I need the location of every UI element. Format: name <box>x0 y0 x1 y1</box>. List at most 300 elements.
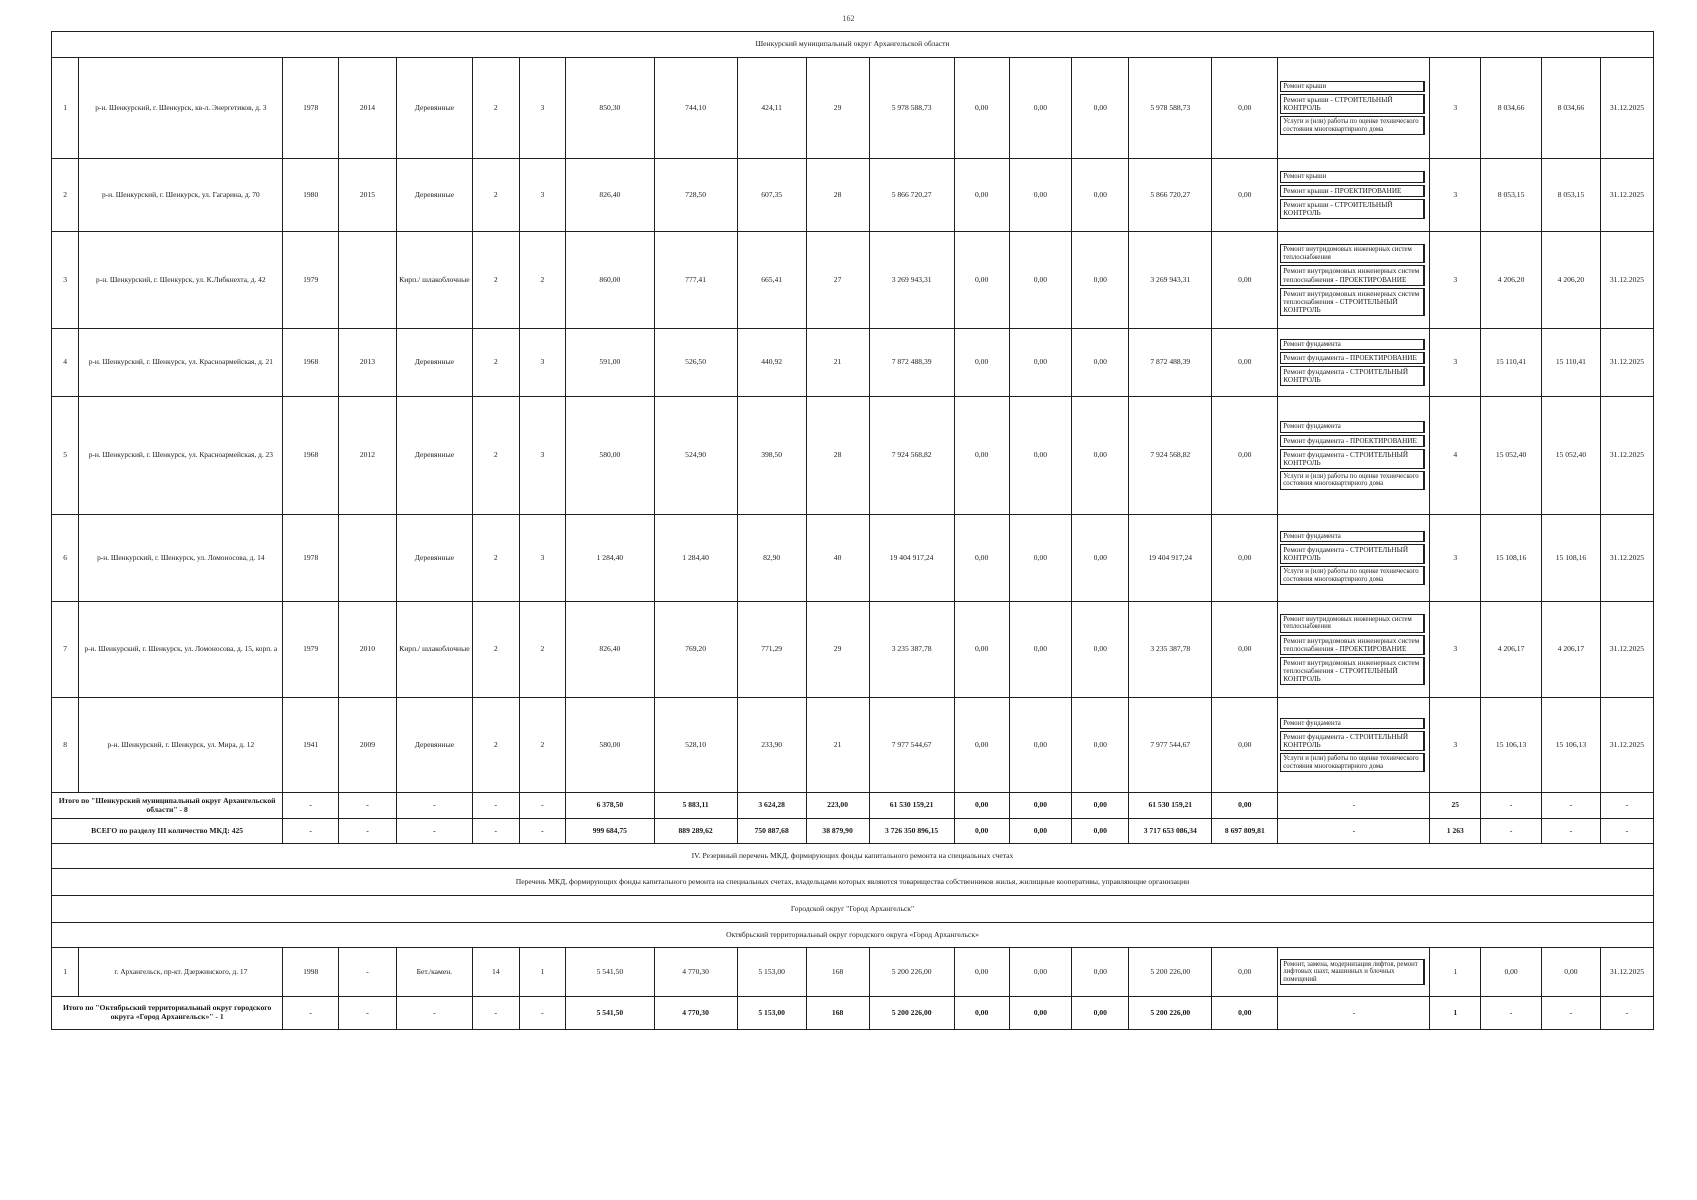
cell-people: 27 <box>806 232 869 329</box>
cell-count: 3 <box>1430 232 1481 329</box>
cell-area-total: 1 284,40 <box>566 515 654 602</box>
cell-people: 28 <box>806 159 869 232</box>
cell-floors: 14 <box>472 948 519 997</box>
cell-unit-cost: 15 108,16 <box>1481 515 1542 602</box>
works-cell <box>1278 397 1430 515</box>
cell-entrances: 2 <box>519 232 566 329</box>
total-cost-other: 0,00 <box>1212 997 1278 1030</box>
cell-deadline: 31.12.2025 <box>1600 58 1653 159</box>
cell-count: 1 <box>1430 948 1481 997</box>
total-cost-mun: 0,00 <box>1072 819 1129 844</box>
work-item: Ремонт фундамента - ПРОЕКТИРОВАНИЕ <box>1280 352 1425 364</box>
cell-area-total: 826,40 <box>566 602 654 698</box>
dash-cell: - <box>396 793 472 819</box>
cell-cost-total: 19 404 917,24 <box>869 515 954 602</box>
cell-floors: 2 <box>472 232 519 329</box>
cell-cost-total: 5 978 588,73 <box>869 58 954 159</box>
cell-area-res-own: 82,90 <box>737 515 806 602</box>
dash-cell: - <box>1278 997 1430 1030</box>
house-address: р-н. Шенкурский, г. Шенкурск, ул. Мира, д. 12 <box>79 698 283 793</box>
work-item: Ремонт внутридомовых инженерных систем теплоснабжения - ПРОЕКТИРОВАНИЕ <box>1280 635 1425 655</box>
grand-total-row <box>52 819 1654 844</box>
cell-cost-mun: 0,00 <box>1072 58 1129 159</box>
cell-entrances: 2 <box>519 698 566 793</box>
cell-unit-cost: 0,00 <box>1481 948 1542 997</box>
cell-unit-cost: 15 106,13 <box>1481 698 1542 793</box>
cell-year-built: 1998 <box>283 948 339 997</box>
house-address: р-н. Шенкурский, г. Шенкурск, кв-л. Энергетиков, д. 3 <box>79 58 283 159</box>
total-cost-reg: 0,00 <box>1009 997 1072 1030</box>
work-item: Ремонт крыши - СТРОИТЕЛЬНЫЙ КОНТРОЛЬ <box>1280 94 1425 114</box>
cell-cost-fed: 0,00 <box>954 397 1009 515</box>
cell-cost-total: 7 872 488,39 <box>869 329 954 397</box>
total-area-res-own: 3 624,28 <box>737 793 806 819</box>
cell-walls: Деревянные <box>396 58 472 159</box>
house-row <box>52 58 1654 159</box>
cell-area-res: 528,10 <box>654 698 737 793</box>
total-area-total: 6 378,50 <box>566 793 654 819</box>
cell-deadline: 31.12.2025 <box>1600 948 1653 997</box>
cell-cost-mun: 0,00 <box>1072 948 1129 997</box>
cell-area-total: 580,00 <box>566 397 654 515</box>
district-header-row <box>52 923 1654 948</box>
cell-people: 21 <box>806 329 869 397</box>
work-item: Ремонт фундамента <box>1280 421 1425 433</box>
house-address: р-н. Шенкурский, г. Шенкурск, ул. Красноармейская, д. 21 <box>79 329 283 397</box>
cell-year-built: 1978 <box>283 515 339 602</box>
dash-cell: - <box>1278 793 1430 819</box>
cell-cost-reg: 0,00 <box>1009 948 1072 997</box>
total-cost-fed: 0,00 <box>954 997 1009 1030</box>
total-area-res: 5 883,11 <box>654 793 737 819</box>
cell-walls: Деревянные <box>396 515 472 602</box>
cell-cost-reg: 0,00 <box>1009 602 1072 698</box>
work-item: Ремонт внутридомовых инженерных систем теплоснабжения <box>1280 244 1425 263</box>
work-item: Ремонт внутридомовых инженерных систем теплоснабжения <box>1280 614 1425 633</box>
house-address: р-н. Шенкурский, г. Шенкурск, ул. Ломоносова, д. 15, корп. а <box>79 602 283 698</box>
dash-cell: - <box>339 793 397 819</box>
cell-cost-owner: 3 269 943,31 <box>1129 232 1212 329</box>
cell-count: 3 <box>1430 329 1481 397</box>
cell-entrances: 3 <box>519 159 566 232</box>
cell-people: 29 <box>806 602 869 698</box>
total-area-res: 4 770,30 <box>654 997 737 1030</box>
total-label: Итого по "Шенкурский муниципальный округ Архангельской области" - 8 <box>52 793 283 819</box>
cell-year-built: 1979 <box>283 232 339 329</box>
cell-area-res: 4 770,30 <box>654 948 737 997</box>
total-cost-total: 5 200 226,00 <box>869 997 954 1030</box>
total-cost-fed: 0,00 <box>954 819 1009 844</box>
cell-unit-cost: 15 052,40 <box>1481 397 1542 515</box>
cell-walls: Деревянные <box>396 329 472 397</box>
cell-count: 3 <box>1430 159 1481 232</box>
cell-cost-other: 0,00 <box>1212 948 1278 997</box>
dash-cell: - <box>519 793 566 819</box>
dash-cell: - <box>1600 819 1653 844</box>
house-row <box>52 602 1654 698</box>
work-item: Ремонт фундамента - СТРОИТЕЛЬНЫЙ КОНТРОЛЬ <box>1280 366 1425 386</box>
work-item: Услуги и (или) работы по оценке технического состояния многоквартирного дома <box>1280 753 1425 772</box>
house-row <box>52 159 1654 232</box>
works-cell <box>1278 329 1430 397</box>
cell-walls: Деревянные <box>396 159 472 232</box>
cell-cost-reg: 0,00 <box>1009 515 1072 602</box>
cell-max-cost: 15 108,16 <box>1542 515 1601 602</box>
total-area-res: 889 289,62 <box>654 819 737 844</box>
cell-area-res-own: 607,35 <box>737 159 806 232</box>
cell-count: 4 <box>1430 397 1481 515</box>
cell-cost-fed: 0,00 <box>954 515 1009 602</box>
cell-deadline: 31.12.2025 <box>1600 515 1653 602</box>
works-cell <box>1278 602 1430 698</box>
cell-floors: 2 <box>472 329 519 397</box>
section-header-row <box>52 32 1654 58</box>
total-cost-other: 8 697 809,81 <box>1212 819 1278 844</box>
cell-max-cost: 8 053,15 <box>1542 159 1601 232</box>
cell-cost-fed: 0,00 <box>954 159 1009 232</box>
row-number: 2 <box>52 159 79 232</box>
row-number: 3 <box>52 232 79 329</box>
house-address: г. Архангельск, пр-кт. Дзержинского, д. 17 <box>79 948 283 997</box>
cell-people: 28 <box>806 397 869 515</box>
cell-area-total: 826,40 <box>566 159 654 232</box>
cell-max-cost: 8 034,66 <box>1542 58 1601 159</box>
section-iv-title-row <box>52 844 1654 869</box>
total-people: 223,00 <box>806 793 869 819</box>
cell-cost-other: 0,00 <box>1212 232 1278 329</box>
work-item: Ремонт фундамента - СТРОИТЕЛЬНЫЙ КОНТРОЛЬ <box>1280 731 1425 751</box>
total-cost-reg: 0,00 <box>1009 819 1072 844</box>
cell-unit-cost: 4 206,20 <box>1481 232 1542 329</box>
cell-people: 168 <box>806 948 869 997</box>
dash-cell: - <box>1600 793 1653 819</box>
cell-cost-mun: 0,00 <box>1072 397 1129 515</box>
cell-area-res: 769,20 <box>654 602 737 698</box>
dash-cell: - <box>472 793 519 819</box>
cell-cost-reg: 0,00 <box>1009 232 1072 329</box>
cell-cost-owner: 7 872 488,39 <box>1129 329 1212 397</box>
cell-people: 40 <box>806 515 869 602</box>
works-cell <box>1278 58 1430 159</box>
total-people: 38 879,90 <box>806 819 869 844</box>
cell-deadline: 31.12.2025 <box>1600 698 1653 793</box>
cell-floors: 2 <box>472 602 519 698</box>
dash-cell: - <box>472 819 519 844</box>
dash-cell: - <box>1481 793 1542 819</box>
cell-max-cost: 15 052,40 <box>1542 397 1601 515</box>
cell-deadline: 31.12.2025 <box>1600 397 1653 515</box>
work-item: Ремонт внутридомовых инженерных систем теплоснабжения - ПРОЕКТИРОВАНИЕ <box>1280 265 1425 285</box>
cell-year-built: 1968 <box>283 329 339 397</box>
house-row <box>52 232 1654 329</box>
cell-max-cost: 0,00 <box>1542 948 1601 997</box>
cell-cost-other: 0,00 <box>1212 329 1278 397</box>
total-cost-reg: 0,00 <box>1009 793 1072 819</box>
dash-cell: - <box>283 819 339 844</box>
cell-area-total: 5 541,50 <box>566 948 654 997</box>
cell-cost-total: 7 924 568,82 <box>869 397 954 515</box>
total-area-total: 999 684,75 <box>566 819 654 844</box>
subtotal-row <box>52 793 1654 819</box>
cell-area-res: 1 284,40 <box>654 515 737 602</box>
section-header: Шенкурский муниципальный округ Архангельской области <box>52 32 1654 58</box>
district-header: Октябрьский территориальный округ городского округа «Город Архангельск» <box>52 923 1654 948</box>
house-address: р-н. Шенкурский, г. Шенкурск, ул. Красноармейская, д. 23 <box>79 397 283 515</box>
cell-cost-owner: 7 977 544,67 <box>1129 698 1212 793</box>
cell-walls: Деревянные <box>396 397 472 515</box>
row-number: 5 <box>52 397 79 515</box>
cell-cost-fed: 0,00 <box>954 698 1009 793</box>
works-list <box>1280 530 1427 587</box>
cell-floors: 2 <box>472 397 519 515</box>
cell-year-last <box>339 232 397 329</box>
works-list <box>1280 243 1427 317</box>
work-item: Ремонт внутридомовых инженерных систем теплоснабжения - СТРОИТЕЛЬНЫЙ КОНТРОЛЬ <box>1280 288 1425 316</box>
total-cost-owner: 3 717 653 086,34 <box>1129 819 1212 844</box>
cell-deadline: 31.12.2025 <box>1600 329 1653 397</box>
cell-cost-owner: 5 200 226,00 <box>1129 948 1212 997</box>
cell-cost-other: 0,00 <box>1212 698 1278 793</box>
cell-cost-owner: 19 404 917,24 <box>1129 515 1212 602</box>
total-cost-mun: 0,00 <box>1072 997 1129 1030</box>
cell-entrances: 1 <box>519 948 566 997</box>
house-address: р-н. Шенкурский, г. Шенкурск, ул. К.Либкнехта, д. 42 <box>79 232 283 329</box>
work-item: Ремонт крыши - СТРОИТЕЛЬНЫЙ КОНТРОЛЬ <box>1280 199 1425 219</box>
cell-cost-owner: 5 978 588,73 <box>1129 58 1212 159</box>
cell-cost-total: 7 977 544,67 <box>869 698 954 793</box>
total-area-res-own: 750 887,68 <box>737 819 806 844</box>
work-item: Ремонт крыши <box>1280 81 1425 93</box>
cell-people: 29 <box>806 58 869 159</box>
cell-deadline: 31.12.2025 <box>1600 159 1653 232</box>
cell-cost-total: 5 866 720,27 <box>869 159 954 232</box>
section-iv-title: IV. Резервный перечень МКД, формирующих фонды капитального ремонта на специальных счетах <box>52 844 1654 869</box>
cell-cost-mun: 0,00 <box>1072 329 1129 397</box>
cell-cost-other: 0,00 <box>1212 515 1278 602</box>
total-people: 168 <box>806 997 869 1030</box>
dash-cell: - <box>1542 793 1601 819</box>
page-number: 162 <box>842 14 855 23</box>
work-item: Услуги и (или) работы по оценке технического состояния многоквартирного дома <box>1280 471 1425 490</box>
cell-max-cost: 4 206,20 <box>1542 232 1601 329</box>
works-cell <box>1278 948 1430 997</box>
cell-area-total: 591,00 <box>566 329 654 397</box>
total-cost-owner: 61 530 159,21 <box>1129 793 1212 819</box>
cell-cost-mun: 0,00 <box>1072 698 1129 793</box>
cell-cost-reg: 0,00 <box>1009 698 1072 793</box>
works-cell <box>1278 698 1430 793</box>
table-body <box>52 32 1654 1030</box>
cell-cost-reg: 0,00 <box>1009 159 1072 232</box>
cell-area-res-own: 424,11 <box>737 58 806 159</box>
cell-deadline: 31.12.2025 <box>1600 602 1653 698</box>
works-cell <box>1278 515 1430 602</box>
dash-cell: - <box>519 997 566 1030</box>
cell-cost-mun: 0,00 <box>1072 515 1129 602</box>
cell-cost-fed: 0,00 <box>954 602 1009 698</box>
cell-cost-total: 3 235 387,78 <box>869 602 954 698</box>
cell-area-res: 526,50 <box>654 329 737 397</box>
cell-cost-mun: 0,00 <box>1072 602 1129 698</box>
row-number: 1 <box>52 948 79 997</box>
row-number: 8 <box>52 698 79 793</box>
cell-area-res-own: 398,50 <box>737 397 806 515</box>
cell-walls: Деревянные <box>396 698 472 793</box>
house-row <box>52 698 1654 793</box>
house-row <box>52 515 1654 602</box>
register-sheet <box>51 31 1654 1030</box>
cell-year-built: 1968 <box>283 397 339 515</box>
cell-area-res: 728,50 <box>654 159 737 232</box>
cell-unit-cost: 8 034,66 <box>1481 58 1542 159</box>
cell-year-last: 2009 <box>339 698 397 793</box>
cell-people: 21 <box>806 698 869 793</box>
dash-cell: - <box>1481 997 1542 1030</box>
row-number: 6 <box>52 515 79 602</box>
dash-cell: - <box>283 997 339 1030</box>
cell-floors: 2 <box>472 58 519 159</box>
cell-cost-fed: 0,00 <box>954 948 1009 997</box>
cell-entrances: 3 <box>519 515 566 602</box>
dash-cell: - <box>1481 819 1542 844</box>
cell-unit-cost: 4 206,17 <box>1481 602 1542 698</box>
works-list <box>1280 338 1427 388</box>
cell-walls: Кирп./ шлакоблочные <box>396 602 472 698</box>
cell-area-res: 777,41 <box>654 232 737 329</box>
cell-area-res-own: 665,41 <box>737 232 806 329</box>
reserve-total-row <box>52 997 1654 1030</box>
total-cost-total: 61 530 159,21 <box>869 793 954 819</box>
cell-year-last: 2014 <box>339 58 397 159</box>
cell-entrances: 3 <box>519 397 566 515</box>
work-item: Ремонт крыши - ПРОЕКТИРОВАНИЕ <box>1280 185 1425 197</box>
total-cost-owner: 5 200 226,00 <box>1129 997 1212 1030</box>
cell-cost-other: 0,00 <box>1212 397 1278 515</box>
cell-unit-cost: 15 110,41 <box>1481 329 1542 397</box>
cell-year-built: 1980 <box>283 159 339 232</box>
work-item: Услуги и (или) работы по оценке технического состояния многоквартирного дома <box>1280 116 1425 135</box>
cell-cost-fed: 0,00 <box>954 329 1009 397</box>
reserve-house-row <box>52 948 1654 997</box>
total-label: Итого по "Октябрьский территориальный округ городского округа «Город Архангельск»" - 1 <box>52 997 283 1030</box>
row-number: 4 <box>52 329 79 397</box>
total-count: 1 <box>1430 997 1481 1030</box>
cell-year-last: 2015 <box>339 159 397 232</box>
total-area-res-own: 5 153,00 <box>737 997 806 1030</box>
cell-floors: 2 <box>472 698 519 793</box>
cell-max-cost: 4 206,17 <box>1542 602 1601 698</box>
cell-year-last: 2013 <box>339 329 397 397</box>
cell-entrances: 2 <box>519 602 566 698</box>
dash-cell: - <box>396 819 472 844</box>
cell-entrances: 3 <box>519 329 566 397</box>
city-header-row <box>52 896 1654 923</box>
cell-area-total: 580,00 <box>566 698 654 793</box>
house-row <box>52 397 1654 515</box>
cell-area-res: 524,90 <box>654 397 737 515</box>
cell-area-res-own: 5 153,00 <box>737 948 806 997</box>
cell-area-res-own: 233,90 <box>737 698 806 793</box>
cell-year-built: 1941 <box>283 698 339 793</box>
total-area-total: 5 541,50 <box>566 997 654 1030</box>
work-item: Ремонт фундамента <box>1280 531 1425 543</box>
cell-cost-mun: 0,00 <box>1072 232 1129 329</box>
dash-cell: - <box>283 793 339 819</box>
cell-cost-reg: 0,00 <box>1009 329 1072 397</box>
works-list <box>1280 717 1427 774</box>
works-cell <box>1278 159 1430 232</box>
city-header: Городской округ "Город Архангельск" <box>52 896 1654 923</box>
cell-floors: 2 <box>472 159 519 232</box>
capital-repair-register-table <box>51 31 1654 1030</box>
cell-cost-total: 5 200 226,00 <box>869 948 954 997</box>
cell-cost-mun: 0,00 <box>1072 159 1129 232</box>
row-number: 7 <box>52 602 79 698</box>
total-cost-total: 3 726 350 896,15 <box>869 819 954 844</box>
dash-cell: - <box>396 997 472 1030</box>
total-cost-fed: 0,00 <box>954 793 1009 819</box>
cell-count: 3 <box>1430 58 1481 159</box>
cell-cost-other: 0,00 <box>1212 602 1278 698</box>
cell-max-cost: 15 110,41 <box>1542 329 1601 397</box>
dash-cell: - <box>519 819 566 844</box>
cell-floors: 2 <box>472 515 519 602</box>
house-row <box>52 329 1654 397</box>
cell-cost-reg: 0,00 <box>1009 58 1072 159</box>
dash-cell: - <box>339 997 397 1030</box>
work-item: Ремонт фундамента - ПРОЕКТИРОВАНИЕ <box>1280 435 1425 447</box>
cell-area-total: 860,00 <box>566 232 654 329</box>
total-cost-other: 0,00 <box>1212 793 1278 819</box>
cell-unit-cost: 8 053,15 <box>1481 159 1542 232</box>
cell-cost-owner: 3 235 387,78 <box>1129 602 1212 698</box>
cell-cost-other: 0,00 <box>1212 58 1278 159</box>
cell-cost-owner: 7 924 568,82 <box>1129 397 1212 515</box>
dash-cell: - <box>1600 997 1653 1030</box>
total-count: 1 263 <box>1430 819 1481 844</box>
work-item: Ремонт фундамента - СТРОИТЕЛЬНЫЙ КОНТРОЛЬ <box>1280 544 1425 564</box>
work-item: Ремонт крыши <box>1280 171 1425 183</box>
cell-walls: Бет./камен. <box>396 948 472 997</box>
total-label: ВСЕГО по разделу III количество МКД: 425 <box>52 819 283 844</box>
total-count: 25 <box>1430 793 1481 819</box>
cell-area-res-own: 771,29 <box>737 602 806 698</box>
work-item: Ремонт внутридомовых инженерных систем теплоснабжения - СТРОИТЕЛЬНЫЙ КОНТРОЛЬ <box>1280 657 1425 685</box>
works-list <box>1280 170 1427 220</box>
dash-cell: - <box>1278 819 1430 844</box>
cell-cost-fed: 0,00 <box>954 232 1009 329</box>
cell-cost-fed: 0,00 <box>954 58 1009 159</box>
cell-cost-reg: 0,00 <box>1009 397 1072 515</box>
total-cost-mun: 0,00 <box>1072 793 1129 819</box>
cell-deadline: 31.12.2025 <box>1600 232 1653 329</box>
cell-max-cost: 15 106,13 <box>1542 698 1601 793</box>
works-cell <box>1278 232 1430 329</box>
cell-cost-other: 0,00 <box>1212 159 1278 232</box>
cell-year-last: - <box>339 948 397 997</box>
dash-cell: - <box>1542 997 1601 1030</box>
works-list <box>1280 80 1427 137</box>
dash-cell: - <box>1542 819 1601 844</box>
cell-count: 3 <box>1430 602 1481 698</box>
work-item: Ремонт, замена, модернизация лифтов, ремонт лифтовых шахт, машинных и блочных помещений <box>1280 959 1425 986</box>
works-list <box>1280 958 1427 987</box>
cell-year-last: 2010 <box>339 602 397 698</box>
cell-count: 3 <box>1430 515 1481 602</box>
section-iv-subtitle-row <box>52 869 1654 896</box>
cell-count: 3 <box>1430 698 1481 793</box>
cell-area-res: 744,10 <box>654 58 737 159</box>
